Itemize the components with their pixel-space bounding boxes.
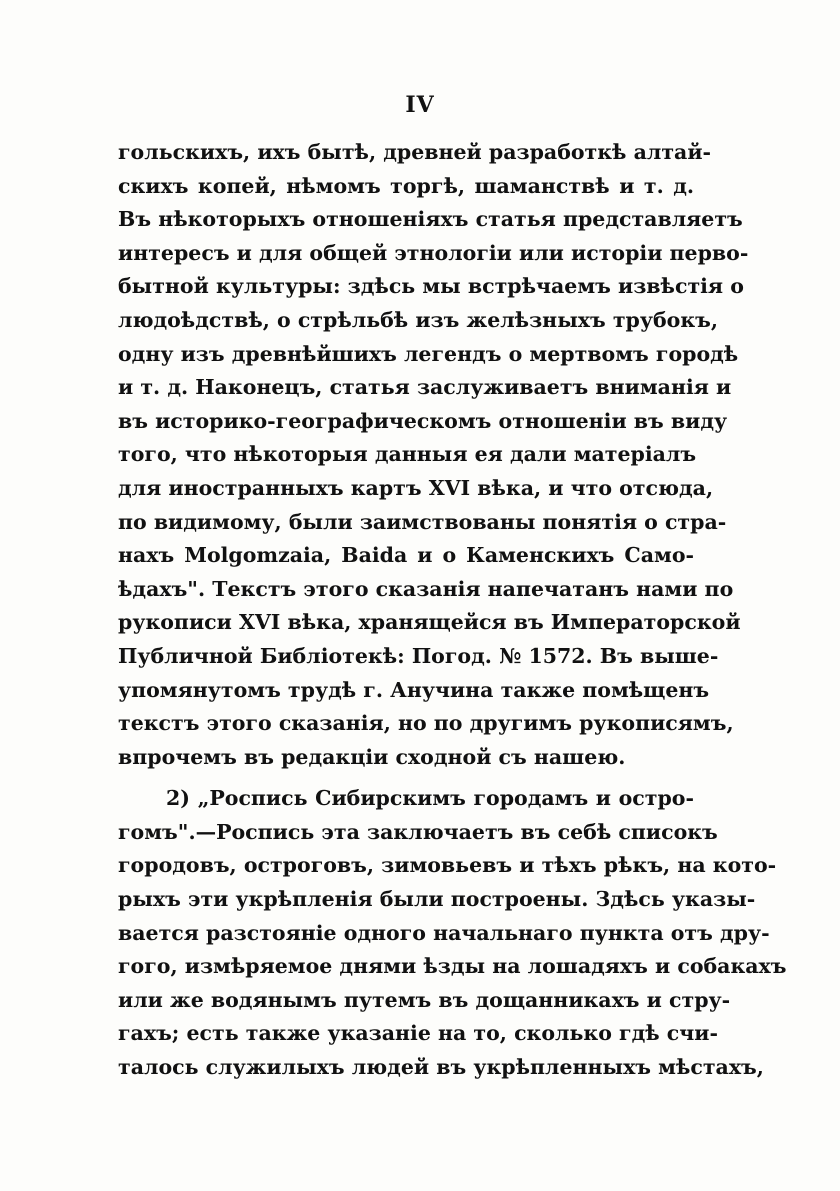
text-line: бытной культуры: здѣсь мы встрѣчаемъ извѣстія о	[118, 274, 744, 299]
text-line: нахъ Molgomzaia, Baida и о Каменскихъ Само-	[118, 543, 694, 568]
text-line: или же водянымъ путемъ въ дощанникахъ и стру-	[118, 987, 731, 1012]
text-line: впрочемъ въ редакціи сходной съ нашею.	[118, 744, 626, 769]
body-text	[118, 136, 787, 1085]
paragraph-gap	[118, 774, 694, 782]
paragraph-1	[118, 136, 749, 774]
text-line: скихъ копей, нѣмомъ торгѣ, шаманствѣ и т. д.	[118, 173, 694, 198]
text-line: гахъ; есть также указаніе на то, сколько гдѣ счи-	[118, 1021, 718, 1046]
text-line: Въ нѣкоторыхъ отношеніяхъ статья представляетъ	[118, 207, 743, 232]
text-line: въ историко-географическомъ отношеніи въ виду	[118, 408, 728, 433]
text-line: Публичной Библіотекѣ: Погод. № 1572. Въ выше-	[118, 643, 719, 668]
paragraph-2	[118, 782, 787, 1084]
text-line: того, что нѣкоторыя данныя ея дали матеріалъ	[118, 442, 697, 467]
text-line: одну изъ древнѣйшихъ легендъ о мертвомъ городѣ	[118, 341, 739, 366]
page-number: IV	[405, 92, 435, 118]
text-line: текстъ этого сказанія, но по другимъ рукописямъ,	[118, 711, 734, 736]
text-line: и т. д. Наконецъ, статья заслуживаетъ вниманія и	[118, 375, 732, 400]
text-line: для иностранныхъ картъ XVI вѣка, и что отсюда,	[118, 475, 714, 500]
text-line: городовъ, остроговъ, зимовьевъ и тѣхъ рѣкъ, на кото-	[118, 853, 777, 878]
text-line: талось служилыхъ людей въ укрѣпленныхъ мѣстахъ,	[118, 1055, 764, 1080]
text-line: ѣдахъ". Текстъ этого сказанія напечатанъ нами по	[118, 576, 734, 601]
text-line: рыхъ эти укрѣпленія были построены. Здѣсь указы-	[118, 887, 756, 912]
text-line: вается разстояніе одного начальнаго пункта отъ дру-	[118, 920, 770, 945]
text-line: гого, измѣряемое днями ѣзды на лошадяхъ и собакахъ	[118, 954, 787, 979]
text-line: людоѣдствѣ, о стрѣльбѣ изъ желѣзныхъ трубокъ,	[118, 307, 718, 332]
text-line: гольскихъ, ихъ бытѣ, древней разработкѣ алтай-	[118, 140, 712, 164]
text-line: 2) „Роспись Сибирскимъ городамъ и остро-	[166, 786, 694, 811]
text-line: гомъ".—Роспись эта заключаетъ въ себѣ списокъ	[118, 819, 718, 844]
text-line: по видимому, были заимствованы понятія о стра-	[118, 509, 727, 534]
text-line: упомянутомъ трудѣ г. Анучина также помѣщенъ	[118, 677, 710, 702]
text-line: рукописи XVI вѣка, хранящейся въ Императорской	[118, 610, 741, 635]
text-line: интересъ и для общей этнологіи или исторіи перво-	[118, 240, 749, 265]
